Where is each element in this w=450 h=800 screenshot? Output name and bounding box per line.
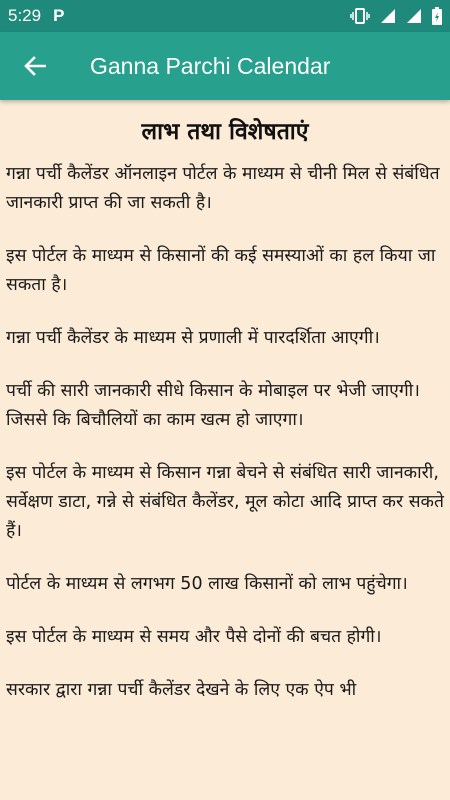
wifi-icon	[380, 8, 396, 24]
status-time: 5:29	[8, 6, 42, 25]
paragraph: गन्ना पर्ची कैलेंडर ऑनलाइन पोर्टल के माध्यम से चीनी मिल से संबंधित जानकारी प्राप्त की जा सकती है।	[6, 164, 440, 213]
paragraph: इस पोर्टल के माध्यम से समय और पैसे दोनों की बचत होगी।	[6, 627, 382, 647]
status-bar	[0, 0, 450, 32]
article-content[interactable]	[0, 100, 450, 800]
paragraph: पर्ची की सारी जानकारी सीधे किसान के मोबाइल पर भेजी जाएगी। जिससे कि बिचौलियों का काम खत्म हो जाएगा।	[6, 381, 420, 430]
notification-app-icon: P	[53, 6, 65, 25]
back-button[interactable]	[0, 32, 70, 100]
status-icons	[350, 7, 442, 25]
back-arrow-icon	[24, 56, 46, 76]
battery-icon	[432, 7, 442, 25]
paragraph: गन्ना पर्ची कैलेंडर के माध्यम से प्रणाली में पारदर्शिता आएगी।	[6, 328, 380, 348]
paragraph: सरकार द्वारा गन्ना पर्ची कैलेंडर देखने के लिए एक ऐप भी	[6, 680, 357, 700]
page-title: Ganna Parchi Calendar	[90, 52, 331, 79]
app-bar	[0, 32, 450, 100]
paragraph: इस पोर्टल के माध्यम से किसानों की कई समस्याओं का हल किया जा सकता है।	[6, 246, 436, 295]
vibrate-icon	[350, 7, 370, 25]
paragraph: पोर्टल के माध्यम से लगभग 50 लाख किसानों को लाभ पहुंचेगा।	[6, 574, 408, 594]
paragraph: इस पोर्टल के माध्यम से किसान गन्ना बेचने से संबंधित सारी जानकारी, सर्वेक्षण डाटा, गन्ने से संबंधित कैलेंडर, मूल कोटा आदि प्राप्त कर सकते हैं।	[6, 463, 444, 541]
signal-icon	[406, 8, 422, 24]
article-heading: लाभ तथा विशेषताएं	[141, 119, 309, 145]
